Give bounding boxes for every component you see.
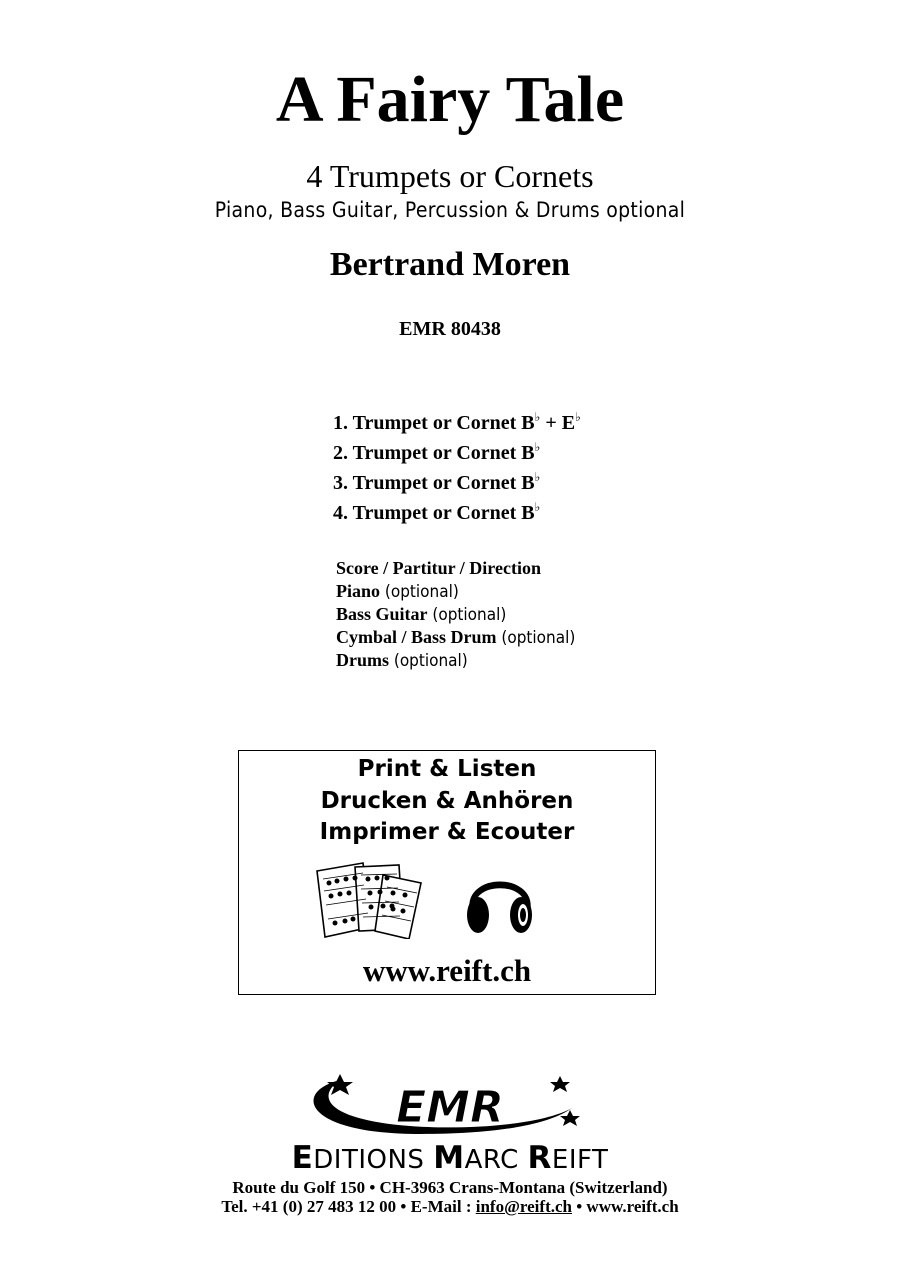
- website-link[interactable]: www.reift.ch: [362, 953, 532, 988]
- publisher-name: [0, 1140, 900, 1176]
- sheet-music-icon: [313, 861, 425, 939]
- extras-list: [336, 557, 575, 672]
- flat-sign: ♭: [534, 410, 541, 424]
- extra-item: [336, 649, 575, 672]
- instrumentation-line: Piano, Bass Guitar, Percussion & Drums optional: [214, 198, 686, 222]
- publisher-part: M: [433, 1140, 465, 1176]
- publisher-part: R: [527, 1140, 552, 1176]
- extra-note: (optional): [427, 605, 507, 625]
- extra-note: (optional): [496, 628, 576, 648]
- extra-item: [336, 557, 575, 580]
- page-title: A Fairy Tale: [275, 63, 625, 136]
- headphones-icon: [465, 863, 535, 935]
- print-listen-line-de: Drucken & Anhören: [320, 788, 574, 814]
- extra-name: Drums: [336, 650, 389, 670]
- logo-mark-text: EMR: [396, 1082, 504, 1133]
- extra-name: Piano: [336, 581, 381, 601]
- extra-item: [336, 626, 575, 649]
- extra-note: (optional): [389, 651, 468, 671]
- emr-logo: [300, 1072, 590, 1142]
- address-line: Route du Golf 150 • CH-3963 Crans-Montana (Switzerland): [232, 1178, 668, 1197]
- flat-sign: ♭: [534, 470, 541, 484]
- extra-name: Bass Guitar: [336, 604, 428, 624]
- part-item: [333, 468, 581, 498]
- part-label: 4. Trumpet or Cornet B: [333, 502, 535, 524]
- subtitle: 4 Trumpets or Cornets: [306, 158, 594, 194]
- extra-name: Cymbal / Bass Drum: [336, 627, 497, 647]
- part-label: 2. Trumpet or Cornet B: [333, 442, 535, 464]
- publisher-part: ARC: [464, 1145, 528, 1175]
- catalog-number: EMR 80438: [399, 318, 501, 340]
- extra-name: Score / Partitur / Direction: [336, 558, 541, 578]
- star-icon: [550, 1076, 570, 1092]
- flat-sign: ♭: [534, 440, 541, 454]
- website-text: • www.reift.ch: [571, 1197, 679, 1216]
- part-item: [333, 408, 581, 438]
- star-icon: [327, 1074, 353, 1095]
- extra-item: [336, 580, 575, 603]
- parts-list: [333, 408, 581, 528]
- extra-item: [336, 603, 575, 626]
- composer-name: Bertrand Moren: [329, 246, 571, 283]
- email-link[interactable]: info@reift.ch: [475, 1197, 572, 1216]
- part-item: [333, 498, 581, 528]
- contact-line: [0, 1197, 900, 1217]
- print-listen-box: [238, 750, 656, 995]
- telephone-text: Tel. +41 (0) 27 483 12 00 • E-Mail :: [221, 1197, 476, 1216]
- part-item: [333, 438, 581, 468]
- print-listen-line-en: Print & Listen: [357, 756, 537, 782]
- flat-sign: ♭: [534, 500, 541, 514]
- extra-note: (optional): [380, 582, 459, 602]
- publisher-part: DITIONS: [313, 1145, 434, 1175]
- part-label: 1. Trumpet or Cornet B: [333, 412, 535, 434]
- part-extra: + E: [540, 412, 576, 434]
- publisher-part: E: [291, 1140, 314, 1176]
- flat-sign: ♭: [575, 410, 581, 424]
- publisher-part: EIFT: [551, 1145, 609, 1175]
- part-label: 3. Trumpet or Cornet B: [333, 472, 535, 494]
- print-listen-line-fr: Imprimer & Ecouter: [319, 819, 575, 845]
